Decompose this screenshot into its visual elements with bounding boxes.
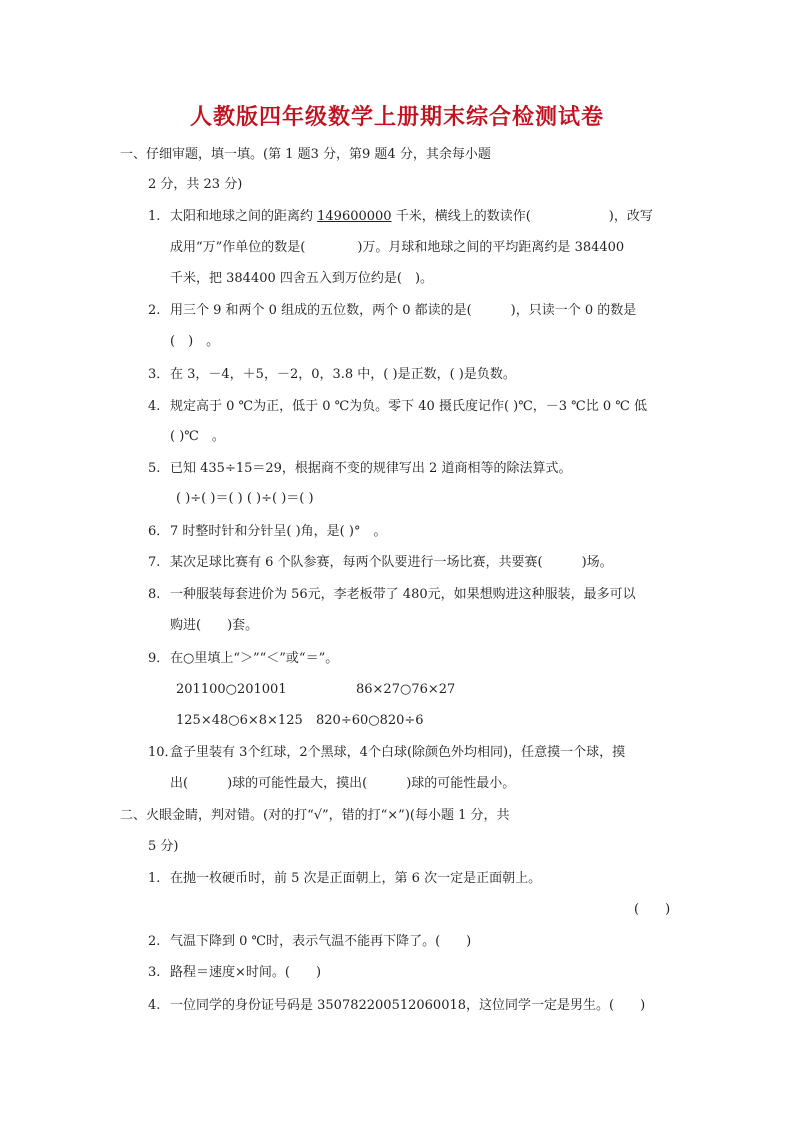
q9-item-c: 125×48○6×8×125 xyxy=(176,713,303,728)
q8-line1: 一种服装每套进价为 56元，李老板带了 480元，如果想购进这种服装，最多可以 xyxy=(170,587,636,602)
q9-item-d: 820÷60○820÷6 xyxy=(316,713,424,728)
section1-heading-cont: 2 分，共 23 分) xyxy=(148,177,243,192)
s2-q1-number: 1. xyxy=(148,871,161,886)
q9-line1: 在○里填上“＞”“＜”或“＝”。 xyxy=(170,651,339,666)
q9-number: 9． xyxy=(148,651,170,666)
q7-line1: 某次足球比赛有 6 个队参赛，每两个队要进行一场比赛，共要赛( )场。 xyxy=(170,555,613,570)
s2-q4-number: 4. xyxy=(148,998,161,1013)
q6-line1: 7 时整时针和分针呈( )角，是( )° 。 xyxy=(170,524,387,539)
s2-q1-line1: 在抛一枚硬币时，前 5 次是正面朝上，第 6 次一定是正面朝上。 xyxy=(170,871,542,886)
q1-line1 xyxy=(170,208,653,226)
q8-number: 8. xyxy=(148,587,161,602)
q3-number: 3． xyxy=(148,367,170,382)
q9-item-b: 86×27○76×27 xyxy=(356,682,456,697)
s2-q2-line1: 气温下降到 0 ℃时，表示气温不能再下降了。( ) xyxy=(170,934,472,949)
q1-line3: 千米，把 384400 四舍五入到万位约是( )。 xyxy=(170,271,434,286)
q4-number: 4. xyxy=(148,399,161,414)
q9-item-a: 201100○201001 xyxy=(176,682,287,697)
q1-line1-a: 太阳和地球之间的距离约 xyxy=(170,209,318,224)
q5-number: 5. xyxy=(148,461,161,476)
q4-line2: ( )℃ 。 xyxy=(170,429,225,444)
s2-q1-answer-paren: ( ) xyxy=(634,902,671,917)
s2-q2-number: 2. xyxy=(148,934,161,949)
s2-q3-number: 3. xyxy=(148,965,161,980)
q8-line2: 购进( )套。 xyxy=(170,618,259,633)
page-title: 人教版四年级数学上册期末综合检测试卷 xyxy=(189,104,604,130)
q2-number: 2. xyxy=(148,303,161,318)
q7-number: 7. xyxy=(148,555,161,570)
q1-line2: 成用“万”作单位的数是( )万。月球和地球之间的平均距离约是 384400 xyxy=(170,240,625,255)
section2-heading: 二、火眼金睛，判对错。(对的打“√”，错的打“×”)(每小题 1 分，共 xyxy=(120,808,510,823)
q5-line2: ( )÷( )＝( ) ( )÷( )＝( ) xyxy=(176,491,314,506)
q1-underlined-number: 149600000 xyxy=(317,209,392,224)
q6-number: 6． xyxy=(148,524,170,539)
q5-line1: 已知 435÷15＝29，根据商不变的规律写出 2 道商相等的除法算式。 xyxy=(170,461,572,476)
q2-line2: ( ) 。 xyxy=(170,334,220,349)
q10-line2: 出( )球的可能性最大，摸出( )球的可能性最小。 xyxy=(170,776,516,791)
q4-line1: 规定高于 0 ℃为正，低于 0 ℃为负。零下 40 摄氏度记作( )℃，－3 ℃比 0 ℃ 低 xyxy=(170,399,647,414)
q3-line1: 在 3，－4，＋5，－2，0，3.8 中，( )是正数，( )是负数。 xyxy=(170,367,516,382)
section1-heading: 一、仔细审题，填一填。(第 1 题3 分，第9 题4 分，其余每小题 xyxy=(120,147,491,162)
s2-q3-line1: 路程＝速度×时间。( ) xyxy=(170,965,322,980)
q10-line1: 盒子里装有 3个红球，2个黑球，4个白球(除颜色外均相同)，任意摸一个球，摸 xyxy=(170,745,626,760)
s2-q4-line1: 一位同学的身份证号码是 350782200512060018，这位同学一定是男生。( ) xyxy=(170,998,646,1013)
q1-number: 1. xyxy=(148,209,161,224)
section2-heading-cont: 5 分) xyxy=(148,839,179,854)
q2-line1: 用三个 9 和两个 0 组成的五位数，两个 0 都读的是( )，只读一个 0 的数是 xyxy=(170,303,637,318)
q1-line1-b: 千米，横线上的数读作( )，改写 xyxy=(391,209,653,224)
q10-number: 10． xyxy=(148,745,178,760)
